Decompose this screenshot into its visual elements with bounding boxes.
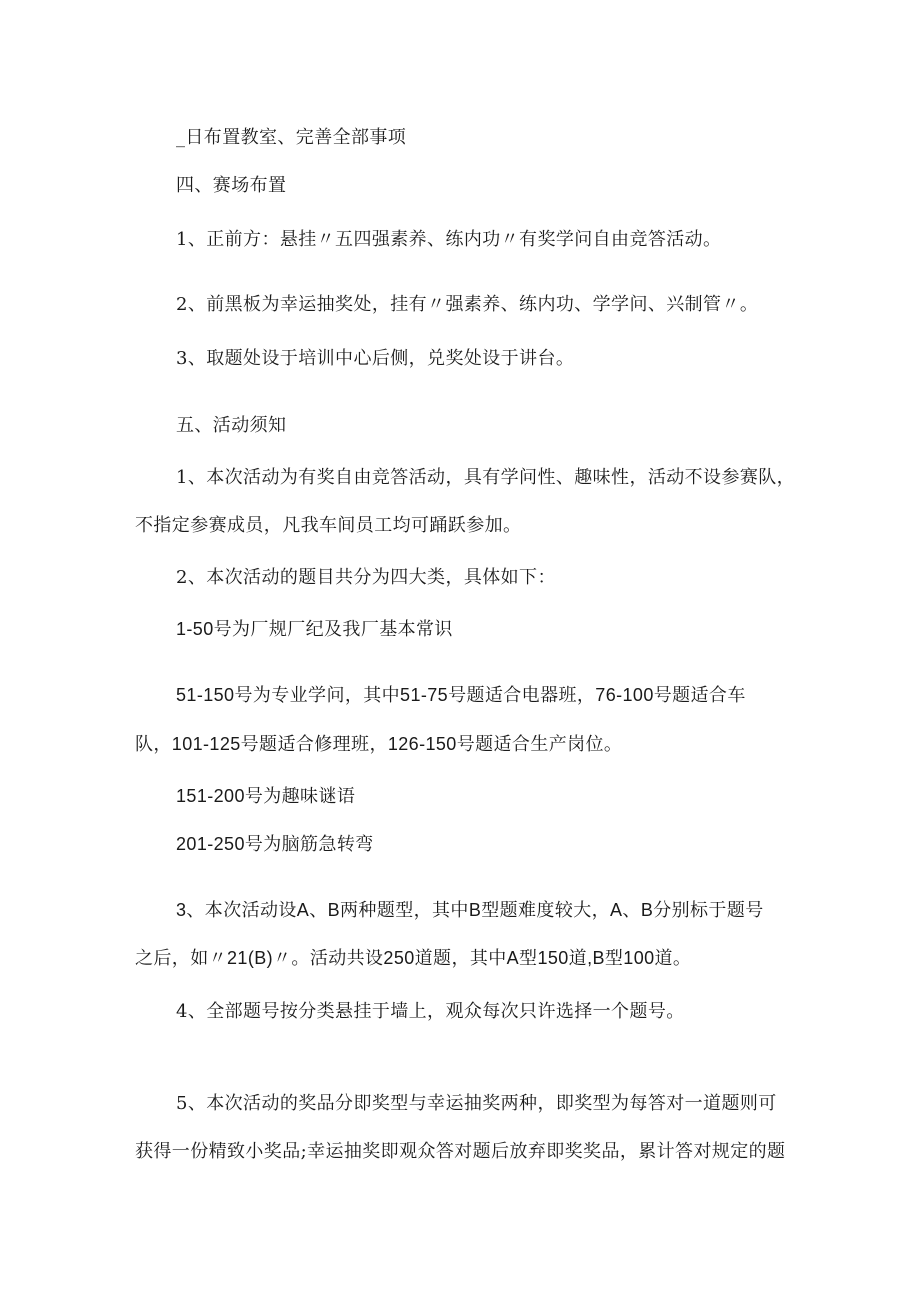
text-line-notice-5b: 获得一份精致小奖品;幸运抽奖即观众答对题后放弃即奖奖品，累计答对规定的题 <box>135 1141 786 1162</box>
text-line-notice-5a: 5、本次活动的奖品分即奖型与幸运抽奖两种，即奖型为每答对一道题则可 <box>176 1093 777 1114</box>
heading-venue-setup: 四、赛场布置 <box>176 175 287 196</box>
text-line-category-3: 151-200号为趣味谜语 <box>176 786 356 806</box>
text-line-venue-3: 3、取题处设于培训中心后侧，兑奖处设于讲台。 <box>176 348 575 369</box>
text-line-notice-1b: 不指定参赛成员，凡我车间员工均可踊跃参加。 <box>135 515 522 536</box>
text-line-notice-2: 2、本次活动的题目共分为四大类，具体如下： <box>176 567 556 588</box>
text-line-notice-1a: 1、本次活动为有奖自由竞答活动，具有学问性、趣味性，活动不设参赛队， <box>176 467 796 488</box>
text-line-notice-4: 4、全部题号按分类悬挂于墙上，观众每次只许选择一个题号。 <box>176 1001 685 1022</box>
text-line-venue-2: 2、前黑板为幸运抽奖处，挂有〃强素养、练内功、学学问、兴制管〃。 <box>176 294 759 315</box>
text-line-notice-3b: 之后，如〃21(B)〃。活动共设250道题，其中A型150道,B型100道。 <box>135 948 692 968</box>
text-line-category-2a: 51-150号为专业学问，其中51-75号题适合电器班，76-100号题适合车 <box>176 685 746 705</box>
heading-activity-notice: 五、活动须知 <box>176 415 287 436</box>
text-line-category-2b: 队，101-125号题适合修理班，126-150号题适合生产岗位。 <box>135 734 623 754</box>
text-line-prep: _日布置教室、完善全部事项 <box>176 127 407 148</box>
text-line-notice-3a: 3、本次活动设A、B两种题型，其中B型题难度较大，A、B分别标于题号 <box>176 900 764 920</box>
text-line-category-4: 201-250号为脑筋急转弯 <box>176 834 374 854</box>
text-line-venue-1: 1、正前方：悬挂〃五四强素养、练内功〃有奖学问自由竞答活动。 <box>176 229 722 250</box>
text-line-category-1: 1-50号为厂规厂纪及我厂基本常识 <box>176 619 453 639</box>
